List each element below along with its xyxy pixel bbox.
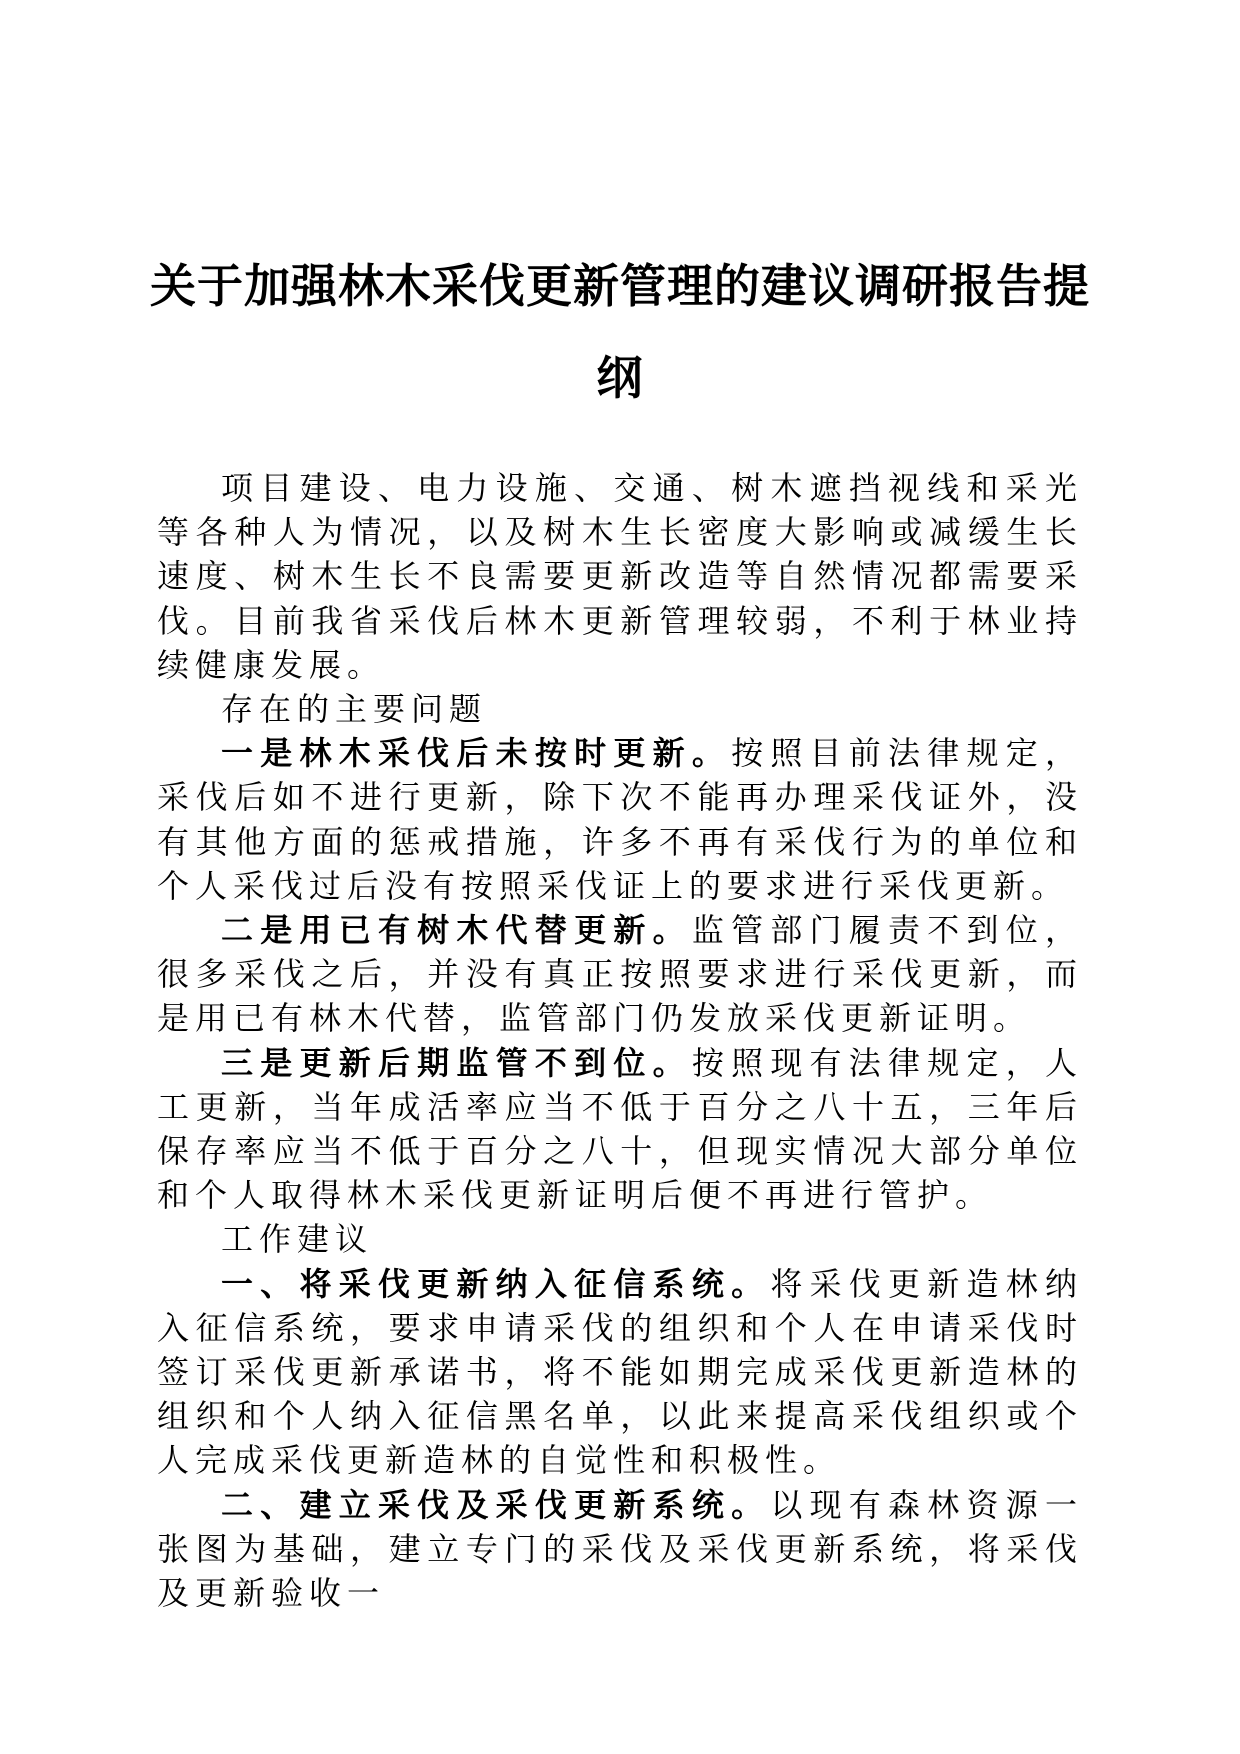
problem-text: 监管部门履责不到位，很多采伐之后，并没有真正按照要求进行采伐更新，而是用已有林木代替，监管部门仍发放采伐更新证明。 — [157, 911, 1083, 1038]
intro-paragraph: 项目建设、电力设施、交通、树木遮挡视线和采光等各种人为情况，以及树木生长密度大影响或减缓生长速度、树木生长不良需要更新改造等自然情况都需要采伐。目前我省采伐后林木更新管理较弱，不利于林业持续健康发展。 — [157, 469, 1083, 684]
problem-lead: 三是更新后期监管不到位。 — [221, 1043, 692, 1082]
document-body — [157, 466, 1083, 1615]
section-heading-problems: 存在的主要问题 — [221, 690, 488, 729]
suggestion-lead: 二、建立采伐及采伐更新系统。 — [221, 1485, 771, 1524]
problem-paragraph — [157, 908, 1083, 1041]
problem-text: 按照现有法律规定，人工更新，当年成活率应当不低于百分之八十五，三年后保存率应当不低于百分之八十，但现实情况大部分单位和个人取得林木采伐更新证明后便不再进行管护。 — [157, 1043, 1083, 1215]
suggestion-text: 以现有森林资源一张图为基础，建立专门的采伐及采伐更新系统，将采伐及更新验收一 — [157, 1485, 1083, 1613]
document-title: 关于加强林木采伐更新管理的建议调研报告提纲 — [150, 259, 1090, 405]
suggestion-paragraph — [157, 1262, 1083, 1483]
suggestion-lead: 一、将采伐更新纳入征信系统。 — [221, 1264, 771, 1303]
suggestion-paragraph — [157, 1483, 1083, 1616]
suggestion-text: 将采伐更新造林纳入征信系统，要求申请采伐的组织和个人在申请采伐时签订采伐更新承诺书，将不能如期完成采伐更新造林的组织和个人纳入征信黑名单，以此来提高采伐组织或个人完成采伐更新造林的自觉性和积极性。 — [157, 1264, 1083, 1480]
problem-lead: 二是用已有树木代替更新。 — [221, 911, 692, 950]
problem-lead: 一是林木采伐后未按时更新。 — [221, 734, 732, 773]
problem-text: 按照目前法律规定，采伐后如不进行更新，除下次不能再办理采伐证外，没有其他方面的惩戒措施，许多不再有采伐行为的单位和个人采伐过后没有按照采伐证上的要求进行采伐更新。 — [157, 734, 1083, 905]
problem-paragraph — [157, 1041, 1083, 1218]
section-heading-suggestions: 工作建议 — [221, 1220, 374, 1259]
problem-paragraph — [157, 731, 1083, 908]
